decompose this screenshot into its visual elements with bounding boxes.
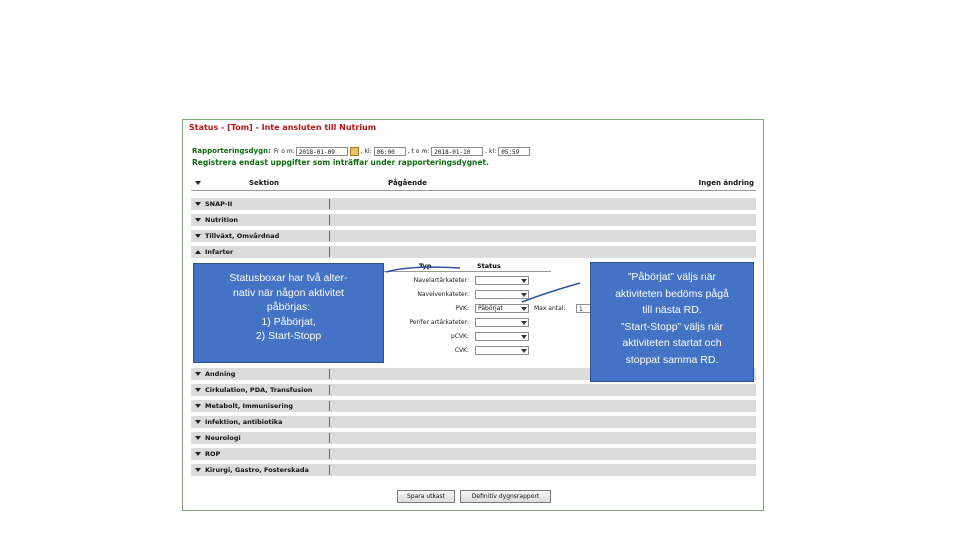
section-tillvaxt[interactable]: Tillväxt, Omvårdnad <box>191 230 756 242</box>
max-antal-input[interactable]: 1 <box>576 304 596 313</box>
from-time-input[interactable]: 06:00 <box>374 147 406 156</box>
section-andning[interactable]: Andning <box>191 368 756 380</box>
label-navelartarkateter: Navelartärkateter: <box>413 277 469 284</box>
connector-right <box>522 283 580 302</box>
save-draft-button[interactable]: Spara utkast <box>397 490 455 503</box>
section-kirurgi[interactable]: Kirurgi, Gastro, Fosterskada <box>191 464 756 476</box>
label-perifer-artarkateter: Perifer artärkateter: <box>409 319 469 326</box>
window-title: Status - [Tom] - Inte ansluten till Nutrium <box>189 123 377 132</box>
col-status: Status <box>477 262 501 270</box>
section-neurologi[interactable]: Neurologi <box>191 432 756 444</box>
to-date-input[interactable]: 2018-01-10 <box>431 147 483 156</box>
max-antal-label: Max antal: <box>534 305 566 312</box>
from-kl-label: , kl: <box>360 147 372 155</box>
callout-left: Statusboxar har två alter- nativ när någon aktivitet påbörjas: 1) Påbörjat, 2) Start-Stopp <box>193 263 384 363</box>
section-infarter[interactable]: Infarter <box>191 246 756 258</box>
tom-label: , t o m: <box>407 147 430 155</box>
from-label: Fr o m: <box>273 147 295 155</box>
select-pvk[interactable]: Påbörjat <box>475 304 529 313</box>
reporting-notice: Registrera endast uppgifter som inträffar under rapporteringsdygnet. <box>192 158 489 167</box>
section-metabolt[interactable]: Metabolt, Immunisering <box>191 400 756 412</box>
header-pagaende: Pågående <box>388 179 427 187</box>
to-kl-label: , kl: <box>485 147 497 155</box>
to-time-input[interactable]: 05:59 <box>498 147 530 156</box>
connector-left <box>386 267 460 272</box>
section-nutrition[interactable]: Nutrition <box>191 214 756 226</box>
label-pvk: PVK: <box>455 305 469 312</box>
reporting-label: Rapporteringsdygn: <box>192 147 271 155</box>
from-date-input[interactable]: 2018-01-09 <box>296 147 348 156</box>
section-infektion[interactable]: Infektion, antibiotika <box>191 416 756 428</box>
header-ingen-andring: Ingen ändring <box>698 179 754 187</box>
section-cirkulation[interactable]: Cirkulation, PDA, Transfusion <box>191 384 756 396</box>
header-sektion: Sektion <box>249 179 279 187</box>
section-snap-ii[interactable]: SNAP-II <box>191 198 756 210</box>
label-pcvk: pCVK: <box>450 333 469 340</box>
label-cvk: CVK: <box>454 347 469 354</box>
label-navelvenkateter: Navelvenkateter: <box>417 291 469 298</box>
callout-right: ”Påbörjat” väljs när aktiviteten bedöms pågå till nästa RD. ”Start-Stopp” väljs när aktiviteten startat och stoppat samma RD. <box>590 262 754 382</box>
final-report-button[interactable]: Definitiv dygnsrapport <box>460 490 551 503</box>
col-typ: Typ <box>419 262 432 270</box>
section-rop[interactable]: ROP <box>191 448 756 460</box>
